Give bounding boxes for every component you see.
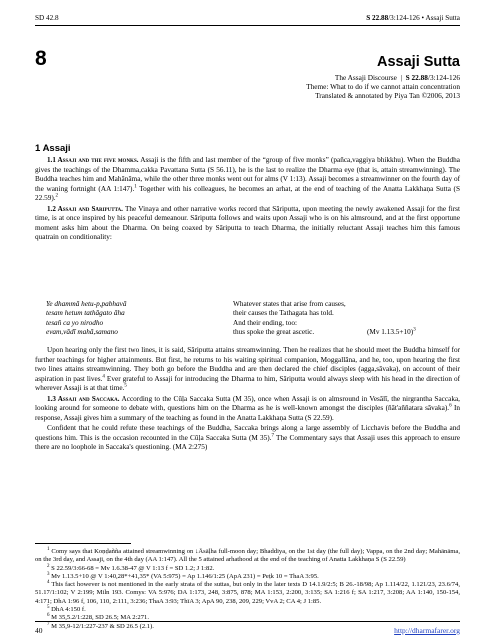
- footer-link[interactable]: http://dharmafarer.org: [394, 626, 460, 635]
- footnote-number: 7: [47, 621, 50, 627]
- paragraph-text: According to the Cūḷa Saccaka Sutta (M 35), once when Assaji is on almsround in Vesālī, the nirgrantha Saccaka, looking around for someone to debate with, questions him on the Dharma as he is well-known amongst the disciples (ñāt'aññatara sāvaka).: [35, 394, 460, 412]
- footer-rule: [35, 621, 460, 622]
- footnote-number: 2: [47, 563, 50, 569]
- paragraph-1-2-cont: [35, 346, 460, 394]
- footnote-number: 3: [47, 571, 50, 577]
- page-number: 40: [35, 626, 43, 635]
- body-text-top: [35, 156, 460, 243]
- translator-credit: Translated & annotated by Piya Tan ©2006, 2013: [315, 91, 460, 100]
- sutta-theme: Theme: What to do if we cannot attain concentration: [306, 82, 460, 91]
- verse-line: [46, 328, 460, 337]
- paragraph-text: In response, Assaji gives him a summary of the teaching as found in the Anatta Lakkhaṇa Sutta (S 22.59).: [35, 404, 460, 422]
- section-heading: 1 Assaji: [35, 143, 71, 154]
- header-ref-bold: S 22.88: [366, 14, 389, 22]
- footnote-number: 4: [47, 580, 50, 585]
- sutta-subtitle: The Assaji Discourse | S 22.88/3:124-126: [334, 73, 460, 82]
- sutta-title: Assaji Sutta: [377, 54, 460, 70]
- footnote-text: This fact however is not mentioned in the early strata of the suttas, but only in the later texts D 14.1.9/2:5; B 26.-18/98; Ap 1.114/22, 1.121/23, 23.6/74, 51.17/1:102; V 2:199; Miln 193. Comys: VA 5:976; DA 1:173, 248, 3:875, 878; MA 1:153, 2:200, 3:135; SA 1:216 f; SA 1:217, 3:208; AA 1:140, 150-154, 4:171; DhA 1:96 f, 106, 110, 2:111, 3:236; ThaA 3:93; ThīA 3; ApA 90, 238, 209, 229; VvA 2; CA 4; J 1:85.: [35, 581, 460, 605]
- footnote-text: Comy says that Koṇḍañña attained streamwinning on ↓Āsāḷha full-moon day; Bhaddiya, on the 1st day (the full day); Vappa, on the 2nd day; Mahānāma, on the 3rd day, and Assaji, on the 4th day (AA 1:147). All the 5 attained arhathood at the end of the teaching of Anatta Lakkhaṇa S (S 22.59): [35, 548, 460, 564]
- footnote-ref[interactable]: 4: [102, 374, 105, 380]
- header-ref-rest: /3:124-126 • Assaji Sutta: [388, 14, 460, 22]
- footnote-ref[interactable]: 7: [271, 433, 274, 439]
- verse-line: [46, 319, 460, 328]
- verse-line: [46, 300, 460, 309]
- footnote-text: DhA 4:150 f.: [51, 606, 86, 614]
- footnote-ref[interactable]: 5: [124, 383, 127, 389]
- footnote-ref[interactable]: 6: [449, 403, 452, 409]
- verse-quatrain: [46, 300, 460, 338]
- paragraph-text: Ever grateful to Assaji for introducing the Dharma to him, Sāriputta would always sleep with his head in the direction of wherever Assaji is at that time.: [35, 374, 460, 392]
- footnote-ref[interactable]: 2: [55, 193, 59, 199]
- paragraph-1-1: [35, 156, 460, 204]
- header-rule: [35, 25, 460, 26]
- footnote-text: M 35,5.2/1:228, SD 26.5; MA 2:271.: [51, 614, 149, 622]
- paragraph-text: The Vinaya and other narrative works record that Sāriputta, upon meeting the newly awakened Assaji for the first time, is at once inspired by his peaceful demeanour. Sāriputta follows and waits upon Assaji who is on his almsround, and at the first opportune moment asks him about the Dharma. On being coaxed by Sāriputta to teach Dharma, the initially reluctant Assaji teaches him this famous quatrain on conditionality:: [35, 204, 460, 241]
- footnote-ref[interactable]: 3: [413, 327, 416, 333]
- footnote-3: [35, 573, 460, 581]
- footnote-text: S 22.59/3:66-68 = Mv 1.6.38-47 @ V 1:13 f = SD 1.2; J 1:82.: [51, 564, 215, 572]
- paragraph-text: The Commentary says that Assaji uses this approach to ensure there are no loophole in Saccaka's questioning. (MA 2:275): [35, 433, 460, 451]
- verse-line: [46, 309, 460, 318]
- paragraph-text: Together with his colleagues, he becomes an arhat, at the end of teaching of the Anatta Lakkhaṇa Sutta (S 22.59).: [35, 184, 460, 202]
- verse-pali: tesañ ca yo nirodho: [46, 318, 104, 327]
- verse-english: And their ending, too:: [233, 318, 298, 327]
- footnote-2: [35, 565, 460, 573]
- verse-ref-text: (Mv 1.13.5+10): [367, 328, 414, 337]
- paragraph-lead: 1.2 Assaji and Sāriputta.: [47, 204, 123, 213]
- footnote-4: [35, 581, 460, 606]
- footnote-number: 6: [47, 613, 50, 619]
- footnote-number: 1: [47, 546, 50, 552]
- sutta-number: 8: [35, 47, 47, 70]
- verse-english: thus spoke the great ascetic.: [233, 328, 315, 337]
- subtitle-rest: /3:124-126: [427, 73, 460, 82]
- header-sd-number: SD 42.8: [35, 14, 59, 22]
- paragraph-text: Confident that he could refute these teachings of the Buddha, Saccaka brings along a large assembly of Licchavis before the Buddha and questions him. This is the occasion recounted in the Cūḷa Saccaka Sutta (M 35).: [35, 424, 460, 442]
- paragraph-text: Upon hearing only the first two lines, it is said, Sāriputta attains streamwinning. Then he realizes that he should meet the Buddha himself for further teachings for higher attainments. But first, he returns to his waiting spiritual companion, Moggallāna, and he, too, upon hearing the first two lines attains streamwinning. They both go before the Buddha and are then declared the chief disciples (agga,sāvaka), on account of their aspiration in past lives.: [35, 346, 460, 383]
- paragraph-lead: 1.3 Assaji and Saccaka.: [47, 394, 120, 403]
- verse-english: their causes the Tathagata has told.: [233, 309, 334, 318]
- footnote-ref[interactable]: 1: [134, 184, 137, 190]
- footnote-text: M 35,9-12/1:227-237 & SD 26.5 (2.1).: [51, 622, 154, 630]
- verse-pali: tesam hetum tathāgato āha: [46, 309, 125, 318]
- paragraph-1-2: [35, 205, 460, 243]
- verse-pali: evam,vādī mahā,samano: [46, 328, 118, 337]
- footnote-number: 5: [47, 604, 50, 610]
- body-text-bottom: [35, 346, 460, 453]
- verse-pali: Ye dhammā hetu-p,pabhavā: [46, 300, 127, 308]
- subtitle-name: The Assaji Discourse: [334, 73, 397, 82]
- paragraph-1-3-cont: [35, 424, 460, 453]
- footnotes: [35, 548, 460, 631]
- footnote-rule: [35, 543, 131, 544]
- verse-english: Whatever states that arise from causes,: [233, 300, 346, 308]
- paragraph-lead: 1.1 Assaji and the five monks.: [47, 156, 139, 164]
- header-sutta-ref: [366, 14, 460, 22]
- verse-reference: [367, 328, 416, 337]
- footnote-text: Mv 1.13.5+10 @ V 1:40,28*+41,35* (VA 5:975) = Ap 1.146/1:25 (ApA 231) = Peṭk 10 = ThaA 3:95.: [51, 572, 319, 580]
- paragraph-text: Assaji is the fifth and last member of the “group of five monks” (pañca,vaggiya bhikkhu). When the Buddha gives the teachings of the Dhamma,cakka Pavattana Sutta (S 56.11), he is the last to realize the Dharma eye (that is, attain streamwinning). The Buddha teaches him and Mahānāma, while the other three monks went out for alms (V 1:13). Assaji becomes a streamwinner on the fourth day of the waning fortnight (AA 1:147).: [35, 156, 460, 193]
- subtitle-ref: S 22.88: [405, 73, 428, 82]
- footnote-1: [35, 548, 460, 565]
- paragraph-1-3: [35, 395, 460, 424]
